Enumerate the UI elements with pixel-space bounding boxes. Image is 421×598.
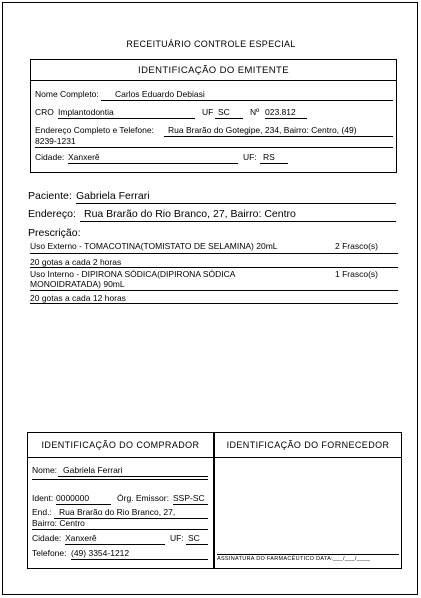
comprador-uf-field bbox=[186, 533, 208, 545]
comprador-cidade-value: Xanxerê bbox=[65, 533, 97, 543]
paciente-endereco-field bbox=[80, 208, 396, 222]
orgao-label: Órg. Emissor: bbox=[117, 493, 169, 503]
uf-label: UF bbox=[202, 107, 214, 117]
comprador-cidade-label: Cidade: bbox=[32, 533, 62, 543]
uf-field bbox=[215, 107, 243, 119]
comprador-end-value: Rua Brarão do Rio Branco, 27, bbox=[59, 507, 176, 517]
med-1-line1: Uso Externo - TOMACOTINA(TOMISTATO DE SELAMINA) 20mL bbox=[30, 241, 278, 251]
paciente-field bbox=[76, 190, 396, 204]
paciente-value: Gabriela Ferrari bbox=[76, 190, 150, 202]
uf2-value: RS bbox=[263, 152, 275, 162]
ident-label: Ident: bbox=[32, 493, 54, 503]
comprador-nome-field bbox=[58, 465, 208, 477]
assinatura-label: ASSINATURA DO FARMACÊUTICO DATA:___/___/____ bbox=[217, 556, 371, 562]
cro-label: CRO bbox=[35, 107, 54, 117]
comprador-cidade-field bbox=[65, 533, 165, 545]
cidade-label: Cidade: bbox=[35, 152, 65, 162]
comprador-nome-label: Nome: bbox=[32, 465, 58, 475]
comprador-end-label: End.: bbox=[32, 507, 52, 517]
paciente-endereco-value: Rua Brarão do Rio Branco, 27, Bairro: Centro bbox=[84, 208, 296, 220]
nome-label: Nome Completo: bbox=[35, 89, 99, 99]
assinatura-line bbox=[217, 554, 399, 555]
comprador-header: IDENTIFICAÇÃO DO COMPRADOR bbox=[28, 433, 213, 458]
fornecedor-section bbox=[214, 432, 402, 569]
med-2-divider bbox=[30, 290, 398, 291]
cidade-value: Xanxerê bbox=[68, 152, 100, 162]
nome-value: Carlos Eduardo Debiasi bbox=[115, 89, 205, 99]
med-1-divider bbox=[30, 253, 398, 254]
uf-value: SC bbox=[218, 107, 230, 117]
endereco-label: Endereço Completo e Telefone: bbox=[35, 125, 154, 135]
paciente-endereco-label: Endereço: bbox=[28, 208, 76, 220]
telefone-field bbox=[71, 548, 208, 560]
orgao-value: SSP-SC bbox=[173, 493, 205, 503]
numero-label: Nº bbox=[250, 107, 260, 117]
med-1-dose: 20 gotas a cada 2 horas bbox=[30, 257, 122, 267]
med-2-line2: MONOIDRATADA) 90mL bbox=[30, 279, 125, 289]
comprador-uf-value: SC bbox=[188, 533, 200, 543]
ident-value: 0000000 bbox=[56, 493, 90, 503]
fornecedor-header: IDENTIFICAÇÃO DO FORNECEDOR bbox=[215, 433, 401, 458]
prescription-page bbox=[2, 2, 418, 595]
cidade-field bbox=[68, 152, 238, 164]
comprador-uf-label: UF: bbox=[170, 533, 184, 543]
uf2-label: UF: bbox=[243, 152, 257, 162]
numero-field bbox=[265, 107, 307, 119]
form-title: RECEITUÁRIO CONTROLE ESPECIAL bbox=[126, 39, 296, 49]
emitente-section bbox=[30, 59, 397, 173]
uf2-field bbox=[260, 152, 288, 164]
numero-value: 023.812 bbox=[265, 107, 296, 117]
nome-field bbox=[101, 89, 393, 101]
med-2-line1: Uso Interno - DIPIRONA SÓDICA(DIPIRONA SÓDICA bbox=[30, 269, 236, 279]
endereco-field-2 bbox=[35, 136, 393, 148]
endereco-value: Rua Brarão do Gotegipe, 234, Bairro: Centro, (49) bbox=[168, 125, 357, 135]
endereco-value-2: 8239-1231 bbox=[35, 136, 76, 146]
orgao-field bbox=[173, 493, 208, 505]
telefone-label: Telefone: bbox=[32, 548, 67, 558]
comprador-end-value-2: Bairro: Centro bbox=[32, 518, 85, 528]
comprador-blank-line bbox=[32, 479, 208, 480]
ident-field bbox=[56, 493, 111, 505]
med-2-qty: 1 Frasco(s) bbox=[335, 269, 378, 279]
med-1-qty: 2 Frasco(s) bbox=[335, 241, 378, 251]
cro-value: Implantodontia bbox=[58, 107, 114, 117]
prescricao-label: Prescrição: bbox=[28, 227, 81, 239]
comprador-end-field-2 bbox=[32, 518, 208, 530]
telefone-value: (49) 3354-1212 bbox=[71, 548, 130, 558]
paciente-label: Paciente: bbox=[28, 190, 72, 202]
med-2-dose: 20 gotas a cada 12 horas bbox=[30, 293, 126, 303]
cro-field bbox=[58, 107, 195, 119]
med-2-bottom bbox=[30, 303, 398, 304]
comprador-nome-value: Gabriela Ferrari bbox=[63, 465, 123, 475]
med-1-bottom bbox=[30, 267, 398, 268]
emitente-header: IDENTIFICAÇÃO DO EMITENTE bbox=[31, 60, 396, 81]
comprador-section bbox=[27, 432, 214, 569]
